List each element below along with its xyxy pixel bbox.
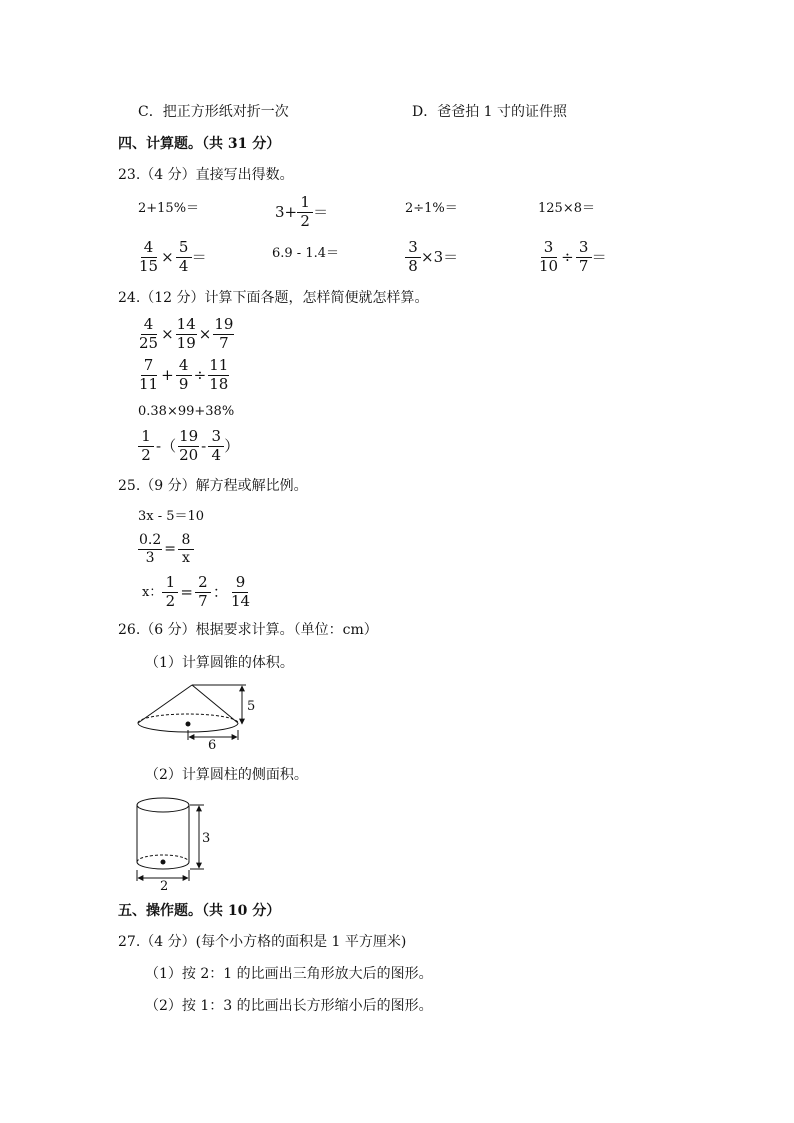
q27-title: 27.（4 分）(每个小方格的面积是 1 平方厘米)	[118, 934, 407, 950]
fraction: $\frac{5}{4}$	[176, 240, 192, 275]
fraction: $\frac{3}{10}$	[539, 238, 559, 275]
q23-expr-2-pre: 3+	[275, 202, 298, 221]
q24-title: 24.（12 分）计算下面各题，怎样简便就怎样算。	[118, 290, 429, 306]
fraction: $\frac{19}{20}$	[179, 427, 199, 464]
fraction: $\frac{14}{19}$	[176, 315, 196, 352]
section-4-heading: 四、计算题。（共 31 分）	[118, 136, 281, 152]
q25-expr-3: x： $\frac{1}{2}$ = $\frac{2}{7}$ ： $\frac{9}{14}$	[142, 573, 251, 610]
fraction: $\frac{1}{2}$	[297, 195, 313, 230]
option-c: C．把正方形纸对折一次	[138, 104, 289, 120]
fraction: $\frac{3}{8}$	[405, 240, 421, 275]
cylinder-figure	[130, 792, 220, 892]
q26-title: 26.（6 分）根据要求计算。（单位：cm）	[118, 622, 378, 638]
fraction: $\frac{19}{7}$	[214, 315, 234, 352]
fraction: $\frac{7}{11}$	[139, 356, 159, 393]
q23-expr-7: $\frac{3}{8}$ ×3＝	[405, 240, 458, 275]
fraction: $\frac{4}{15}$	[139, 238, 159, 275]
q23-expr-5: $\frac{4}{15}$ × $\frac{5}{4}$ ＝	[139, 238, 207, 275]
fraction: $\frac{4}{9}$	[176, 358, 192, 393]
fraction: $\frac{11}{18}$	[209, 356, 229, 393]
cylinder-diameter-label: 2	[160, 879, 169, 892]
q24-expr-3: 0.38×99+38%	[138, 404, 235, 419]
fraction: $\frac{8}{x}$	[178, 533, 194, 565]
fraction: $\frac{2}{7}$	[195, 575, 211, 610]
q24-expr-2: $\frac{7}{11}$ + $\frac{4}{9}$ ÷ $\frac{11}{18}$	[139, 356, 229, 393]
q27-sub-2: （2）按 1：3 的比画出长方形缩小后的图形。	[145, 998, 433, 1014]
q23-expr-3: 2÷1%＝	[405, 201, 458, 216]
fraction: $\frac{9}{14}$	[230, 573, 251, 610]
q25-title: 25.（9 分）解方程或解比例。	[118, 478, 308, 494]
q26-sub-2: （2）计算圆柱的侧面积。	[145, 767, 308, 783]
fraction: $\frac{3}{4}$	[208, 429, 224, 464]
fraction: $\frac{4}{25}$	[139, 315, 159, 352]
fraction: $\frac{0.2}{3}$	[139, 532, 162, 566]
fraction: $\frac{1}{2}$	[138, 429, 154, 464]
fraction: $\frac{3}{7}$	[576, 240, 592, 275]
q24-expr-1: $\frac{4}{25}$ × $\frac{14}{19}$ × $\frac{19}{7}$	[139, 315, 234, 352]
cone-figure	[130, 678, 270, 750]
q23-expr-4: 125×8＝	[538, 201, 595, 216]
q23-expr-8: $\frac{3}{10}$ ÷ $\frac{3}{7}$ ＝	[539, 238, 607, 275]
fraction: $\frac{1}{2}$	[162, 575, 178, 610]
cone-height-label: 5	[247, 699, 256, 714]
q25-expr-1: 3x - 5＝10	[138, 509, 205, 524]
section-5-heading: 五、操作题。（共 10 分）	[118, 903, 281, 919]
option-d: D．爸爸拍 1 寸的证件照	[412, 104, 568, 120]
q27-sub-1: （1）按 2：1 的比画出三角形放大后的图形。	[145, 966, 433, 982]
q25-expr-2: $\frac{0.2}{3}$ = $\frac{8}{x}$	[138, 533, 194, 565]
q23-expr-2: 3+ $\frac{1}{2}$ ＝	[275, 193, 329, 230]
cone-radius-label: 6	[208, 738, 217, 750]
q23-title: 23.（4 分）直接写出得数。	[118, 167, 294, 183]
q23-expr-6: 6.9 - 1.4＝	[272, 246, 340, 261]
q24-expr-4: $\frac{1}{2}$ -（ $\frac{19}{20}$ - $\frac{3}{4}$ ）	[138, 429, 239, 464]
q23-expr-1: 2+15%＝	[138, 201, 200, 216]
q26-sub-1: （1）计算圆锥的体积。	[145, 655, 294, 671]
cylinder-height-label: 3	[202, 831, 211, 846]
